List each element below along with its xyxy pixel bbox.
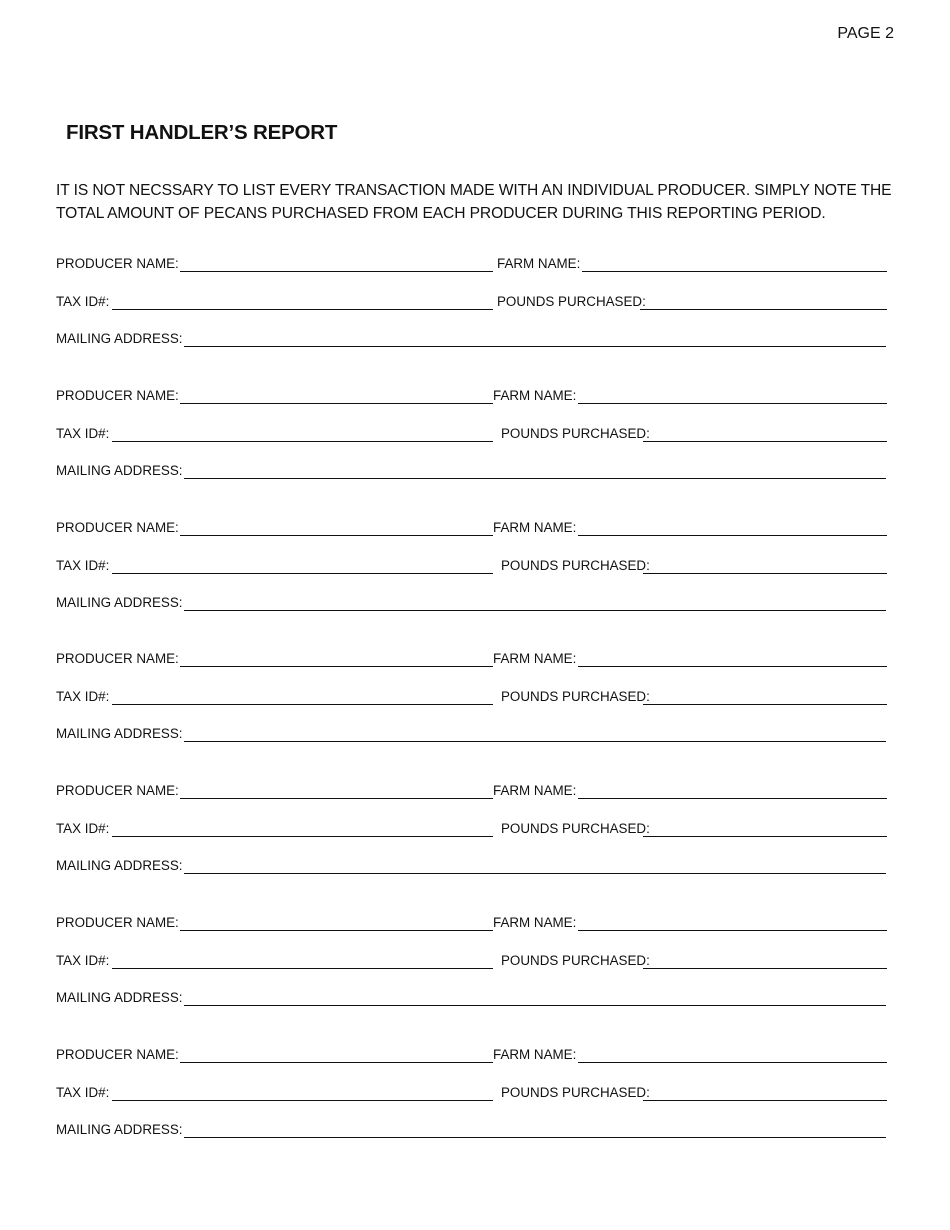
mailing-address-label: MAILING ADDRESS: xyxy=(56,726,183,741)
pounds-purchased-field[interactable] xyxy=(643,1100,887,1101)
mailing-address-row xyxy=(56,331,888,351)
mailing-address-row xyxy=(56,595,888,615)
producer-name-field[interactable] xyxy=(180,930,493,931)
producer-entry xyxy=(56,915,888,1015)
mailing-address-row xyxy=(56,726,888,746)
producer-name-field[interactable] xyxy=(180,271,493,272)
farm-name-field[interactable] xyxy=(578,798,887,799)
tax-id-field[interactable] xyxy=(112,573,493,574)
tax-id-field[interactable] xyxy=(112,1100,493,1101)
mailing-address-row xyxy=(56,990,888,1010)
tax-id-field[interactable] xyxy=(112,309,493,310)
mailing-address-field[interactable] xyxy=(184,1137,886,1138)
mailing-address-field[interactable] xyxy=(184,1005,886,1006)
producer-entry xyxy=(56,520,888,620)
mailing-address-field[interactable] xyxy=(184,741,886,742)
mailing-address-field[interactable] xyxy=(184,610,886,611)
mailing-address-label: MAILING ADDRESS: xyxy=(56,990,183,1005)
mailing-address-row xyxy=(56,858,888,878)
producer-name-label: PRODUCER NAME: xyxy=(56,388,179,403)
tax-id-label: TAX ID#: xyxy=(56,953,110,968)
tax-id-label: TAX ID#: xyxy=(56,558,110,573)
farm-name-label: FARM NAME: xyxy=(493,1047,577,1062)
mailing-address-label: MAILING ADDRESS: xyxy=(56,331,183,346)
farm-name-label: FARM NAME: xyxy=(493,520,577,535)
producer-farm-row xyxy=(56,256,888,276)
farm-name-label: FARM NAME: xyxy=(493,783,577,798)
tax-pounds-row xyxy=(56,821,888,841)
tax-pounds-row xyxy=(56,953,888,973)
producer-entry xyxy=(56,256,888,356)
farm-name-field[interactable] xyxy=(578,930,887,931)
producer-name-field[interactable] xyxy=(180,666,493,667)
producer-name-field[interactable] xyxy=(180,535,493,536)
pounds-purchased-field[interactable] xyxy=(643,441,887,442)
producer-entry xyxy=(56,1047,888,1147)
producer-farm-row xyxy=(56,783,888,803)
pounds-purchased-field[interactable] xyxy=(643,836,887,837)
mailing-address-label: MAILING ADDRESS: xyxy=(56,858,183,873)
producer-name-label: PRODUCER NAME: xyxy=(56,651,179,666)
pounds-purchased-label: POUNDS PURCHASED: xyxy=(501,558,650,573)
tax-pounds-row xyxy=(56,426,888,446)
mailing-address-row xyxy=(56,1122,888,1142)
page-number: PAGE 2 xyxy=(837,25,894,42)
producer-name-label: PRODUCER NAME: xyxy=(56,1047,179,1062)
pounds-purchased-label: POUNDS PURCHASED: xyxy=(501,426,650,441)
producer-entry xyxy=(56,388,888,488)
producer-farm-row xyxy=(56,1047,888,1067)
pounds-purchased-field[interactable] xyxy=(643,704,887,705)
farm-name-field[interactable] xyxy=(578,403,887,404)
pounds-purchased-label: POUNDS PURCHASED: xyxy=(501,821,650,836)
tax-id-field[interactable] xyxy=(112,836,493,837)
mailing-address-field[interactable] xyxy=(184,346,886,347)
producer-farm-row xyxy=(56,388,888,408)
tax-pounds-row xyxy=(56,1085,888,1105)
farm-name-label: FARM NAME: xyxy=(493,388,577,403)
tax-id-field[interactable] xyxy=(112,968,493,969)
producer-name-label: PRODUCER NAME: xyxy=(56,915,179,930)
tax-id-label: TAX ID#: xyxy=(56,426,110,441)
pounds-purchased-label: POUNDS PURCHASED: xyxy=(501,689,650,704)
farm-name-field[interactable] xyxy=(578,666,887,667)
producer-name-field[interactable] xyxy=(180,798,493,799)
producer-name-label: PRODUCER NAME: xyxy=(56,520,179,535)
tax-pounds-row xyxy=(56,689,888,709)
farm-name-field[interactable] xyxy=(578,1062,887,1063)
tax-id-label: TAX ID#: xyxy=(56,294,110,309)
pounds-purchased-field[interactable] xyxy=(643,573,887,574)
producer-entry xyxy=(56,783,888,883)
mailing-address-field[interactable] xyxy=(184,873,886,874)
tax-id-field[interactable] xyxy=(112,441,493,442)
tax-id-label: TAX ID#: xyxy=(56,689,110,704)
tax-id-label: TAX ID#: xyxy=(56,1085,110,1100)
producer-farm-row xyxy=(56,520,888,540)
producer-name-field[interactable] xyxy=(180,1062,493,1063)
tax-id-label: TAX ID#: xyxy=(56,821,110,836)
tax-pounds-row xyxy=(56,558,888,578)
producer-entry xyxy=(56,651,888,751)
producer-name-field[interactable] xyxy=(180,403,493,404)
pounds-purchased-field[interactable] xyxy=(640,309,887,310)
pounds-purchased-label: POUNDS PURCHASED: xyxy=(501,1085,650,1100)
farm-name-label: FARM NAME: xyxy=(497,256,581,271)
farm-name-label: FARM NAME: xyxy=(493,915,577,930)
mailing-address-label: MAILING ADDRESS: xyxy=(56,595,183,610)
page-title: FIRST HANDLER’S REPORT xyxy=(66,121,338,144)
producer-entries xyxy=(56,0,896,1230)
pounds-purchased-label: POUNDS PURCHASED: xyxy=(501,953,650,968)
mailing-address-label: MAILING ADDRESS: xyxy=(56,463,183,478)
farm-name-field[interactable] xyxy=(578,535,887,536)
mailing-address-label: MAILING ADDRESS: xyxy=(56,1122,183,1137)
pounds-purchased-field[interactable] xyxy=(643,968,887,969)
instructions-text: IT IS NOT NECSSARY TO LIST EVERY TRANSACTION MADE WITH AN INDIVIDUAL PRODUCER. SIMPLY NOTE THE TOTAL AMOUNT OF PECANS PURCHASED FROM EACH PRODUCER DURING THIS REPORTING PERIOD. xyxy=(56,182,892,222)
pounds-purchased-label: POUNDS PURCHASED: xyxy=(497,294,646,309)
producer-name-label: PRODUCER NAME: xyxy=(56,256,179,271)
mailing-address-field[interactable] xyxy=(184,478,886,479)
farm-name-label: FARM NAME: xyxy=(493,651,577,666)
producer-name-label: PRODUCER NAME: xyxy=(56,783,179,798)
mailing-address-row xyxy=(56,463,888,483)
tax-pounds-row xyxy=(56,294,888,314)
farm-name-field[interactable] xyxy=(582,271,887,272)
producer-farm-row xyxy=(56,915,888,935)
producer-farm-row xyxy=(56,651,888,671)
tax-id-field[interactable] xyxy=(112,704,493,705)
